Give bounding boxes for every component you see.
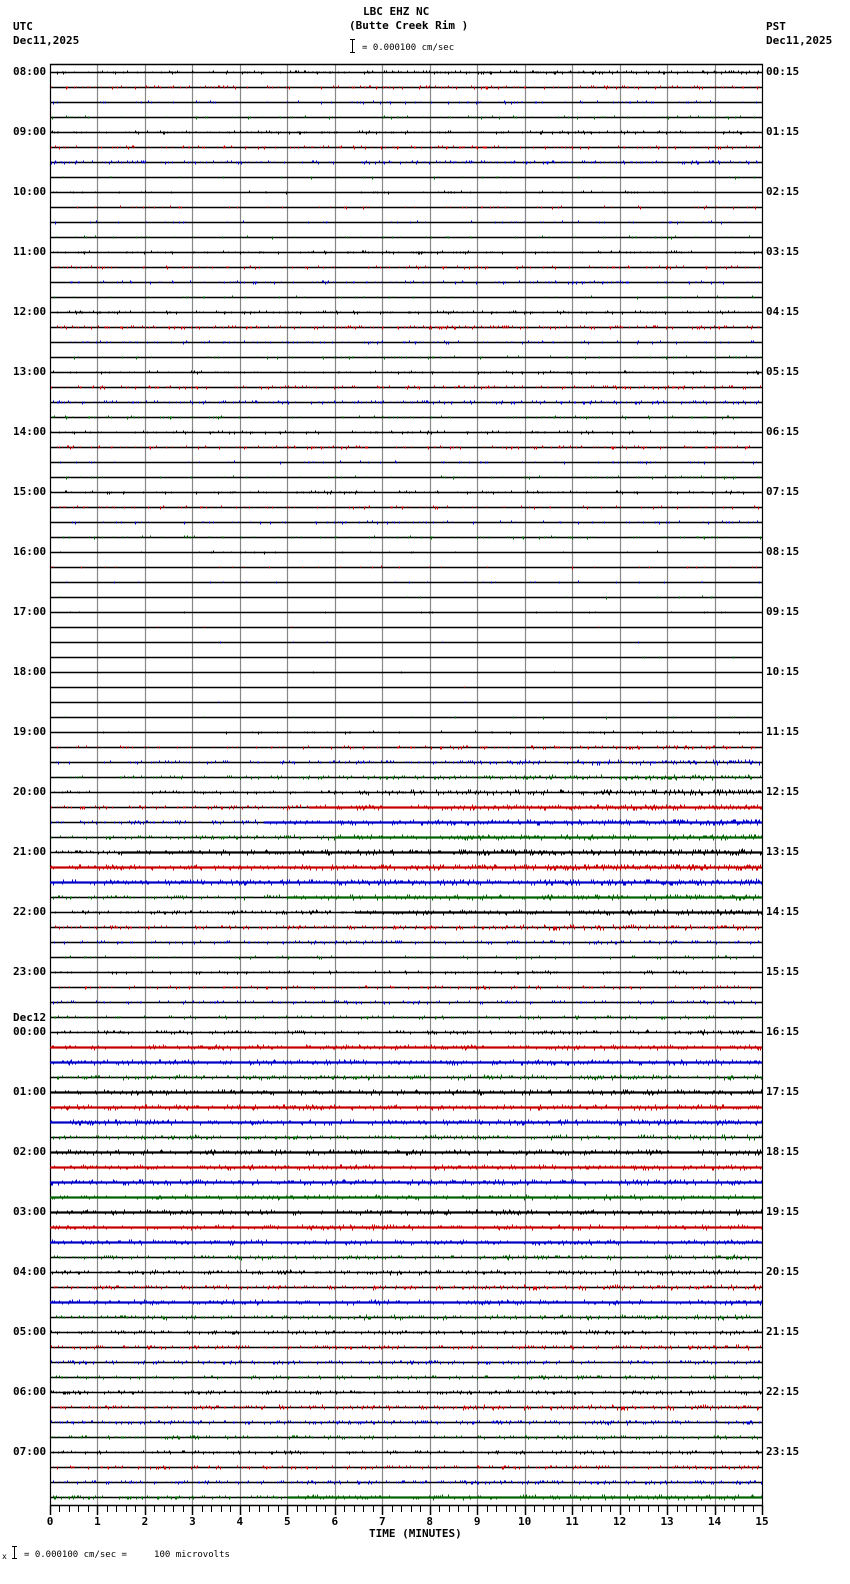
trace-line — [50, 521, 762, 525]
pst-hour-label: 18:15 — [766, 1145, 800, 1158]
trace-line — [50, 236, 762, 240]
trace-line — [50, 446, 762, 450]
trace-line — [50, 177, 762, 180]
trace-line — [50, 1390, 762, 1396]
utc-hour-label: 12:00 — [13, 305, 47, 318]
trace-line — [50, 551, 762, 555]
trace-line — [50, 371, 762, 375]
trace-line — [50, 401, 762, 405]
trace-line — [50, 1421, 762, 1426]
pst-hour-label: 01:15 — [766, 125, 800, 138]
x-tick-label: 11 — [565, 1515, 579, 1528]
pst-hour-label: 03:15 — [766, 245, 800, 258]
trace-line — [50, 596, 762, 600]
trace-line — [50, 1195, 762, 1201]
pst-hour-label: 16:15 — [766, 1025, 800, 1038]
pst-hour-label: 15:15 — [766, 965, 800, 978]
utc-hour-label: 23:00 — [13, 965, 47, 978]
pst-hour-label: 21:15 — [766, 1325, 800, 1338]
station-title: LBC EHZ NC — [363, 5, 430, 18]
trace-line — [50, 1270, 762, 1276]
trace-line — [50, 1300, 762, 1306]
utc-hour-label: 08:00 — [13, 65, 47, 78]
x-tick-label: 14 — [707, 1515, 722, 1528]
trace-line — [50, 687, 762, 688]
x-tick-label: 9 — [473, 1515, 481, 1528]
trace-line — [50, 612, 762, 614]
x-tick-label: 8 — [426, 1515, 434, 1528]
x-tick-label: 1 — [94, 1515, 101, 1528]
x-tick-label: 5 — [284, 1515, 291, 1528]
pst-hour-label: 19:15 — [766, 1205, 800, 1218]
trace-line — [50, 86, 762, 90]
trace-line — [50, 1451, 762, 1455]
trace-line — [50, 717, 762, 720]
utc-hour-label: 02:00 — [13, 1145, 47, 1158]
trace-line — [50, 341, 762, 345]
trace-line — [50, 1210, 762, 1216]
trace-line — [50, 461, 762, 465]
trace-line — [50, 1466, 762, 1470]
pst-hour-label: 10:15 — [766, 665, 800, 678]
trace-line — [50, 971, 762, 975]
trace-line — [50, 1120, 762, 1126]
scale-value: = 0.000100 cm/sec — [362, 43, 455, 53]
utc-hour-label: 14:00 — [13, 425, 47, 438]
footer-scale-text: = 0.000100 cm/sec = 100 microvolts — [24, 1550, 230, 1560]
trace-line — [50, 746, 762, 750]
utc-hour-label: 20:00 — [13, 785, 47, 798]
trace-line — [50, 1090, 762, 1096]
utc-hour-label: 13:00 — [13, 365, 47, 378]
trace-line — [50, 266, 762, 270]
pst-hour-label: 04:15 — [766, 305, 800, 318]
trace-line — [50, 146, 762, 150]
utc-hour-label: 11:00 — [13, 245, 47, 258]
trace-line — [50, 1060, 762, 1066]
trace-line — [50, 1376, 762, 1380]
trace-line — [50, 731, 762, 735]
trace-line — [50, 910, 762, 916]
right-date: Dec11,2025 — [766, 34, 833, 47]
trace-line — [50, 581, 762, 584]
trace-line — [50, 1285, 762, 1291]
footer-prefix: x — [2, 1552, 7, 1561]
x-tick-label: 0 — [46, 1515, 54, 1528]
utc-hour-label: 00:00 — [13, 1025, 47, 1038]
pst-hour-label: 23:15 — [766, 1445, 800, 1458]
utc-hour-label: 17:00 — [13, 605, 47, 618]
utc-hour-label: 09:00 — [13, 125, 47, 138]
trace-line — [50, 1030, 762, 1036]
left-date: Dec11,2025 — [13, 34, 80, 47]
trace-line — [50, 702, 762, 703]
trace-line — [50, 326, 762, 330]
trace-line — [50, 221, 762, 225]
pst-hour-label: 14:15 — [766, 905, 800, 918]
trace-line — [50, 805, 762, 811]
pst-hour-label: 22:15 — [766, 1385, 800, 1398]
trace-line — [50, 1436, 762, 1440]
trace-line — [50, 760, 762, 766]
trace-line — [50, 1016, 762, 1020]
x-tick-label: 13 — [660, 1515, 674, 1528]
trace-line — [50, 895, 762, 901]
trace-line — [50, 865, 762, 871]
x-tick-label: 4 — [236, 1515, 244, 1528]
footer-scale-bar-icon — [14, 1546, 15, 1559]
utc-hour-label: 03:00 — [13, 1205, 47, 1218]
utc-hour-label: 07:00 — [13, 1445, 47, 1458]
x-tick-label: 10 — [518, 1515, 532, 1528]
trace-line — [50, 835, 762, 841]
trace-line — [50, 986, 762, 990]
x-tick-label: 7 — [378, 1515, 386, 1528]
trace-line — [50, 1135, 762, 1141]
trace-line — [50, 281, 762, 285]
trace-line — [50, 536, 762, 540]
utc-hour-label: 01:00 — [13, 1085, 47, 1098]
pst-hour-label: 00:15 — [766, 65, 800, 78]
trace-line — [50, 311, 762, 315]
pst-hour-label: 02:15 — [766, 185, 800, 198]
pst-hour-label: 17:15 — [766, 1085, 800, 1098]
trace-line — [50, 1045, 762, 1051]
pst-hour-label: 05:15 — [766, 365, 800, 378]
pst-hour-label: 11:15 — [766, 725, 800, 738]
trace-line — [50, 1150, 762, 1156]
trace-line — [50, 1165, 762, 1171]
utc-hour-label: 04:00 — [13, 1265, 47, 1278]
trace-line — [50, 1075, 762, 1081]
trace-line — [50, 956, 762, 960]
trace-line — [50, 1240, 762, 1246]
trace-line — [50, 925, 762, 931]
utc-hour-label: 16:00 — [13, 545, 47, 558]
trace-line — [50, 627, 762, 628]
trace-line — [50, 820, 762, 826]
trace-line — [50, 71, 762, 75]
pst-hour-label: 09:15 — [766, 605, 800, 618]
trace-line — [50, 476, 762, 480]
trace-line — [50, 790, 762, 796]
pst-hour-label: 12:15 — [766, 785, 800, 798]
trace-line — [50, 1225, 762, 1231]
trace-line — [50, 642, 762, 644]
trace-line — [50, 356, 762, 360]
station-location: (Butte Creek Rim ) — [349, 19, 469, 32]
right-timezone: PST — [766, 20, 786, 33]
utc-hour-label: 21:00 — [13, 845, 47, 858]
trace-line — [50, 775, 762, 781]
trace-line — [50, 1345, 762, 1351]
trace-line — [50, 161, 762, 165]
utc-hour-label: 10:00 — [13, 185, 47, 198]
utc-hour-label: 15:00 — [13, 485, 47, 498]
trace-line — [50, 506, 762, 510]
x-tick-label: 12 — [612, 1515, 627, 1528]
trace-line — [50, 1361, 762, 1365]
utc-hour-label: 18:00 — [13, 665, 47, 678]
trace-line — [50, 386, 762, 390]
trace-line — [50, 416, 762, 420]
utc-hour-label: 19:00 — [13, 725, 47, 738]
pst-hour-label: 07:15 — [766, 485, 800, 498]
trace-line — [50, 431, 762, 435]
trace-line — [50, 672, 762, 674]
pst-hour-label: 20:15 — [766, 1265, 800, 1278]
trace-line — [50, 1255, 762, 1261]
trace-line — [50, 491, 762, 495]
x-tick-label: 2 — [141, 1515, 149, 1528]
x-tick-label: 3 — [189, 1515, 196, 1528]
trace-line — [50, 206, 762, 210]
trace-line — [50, 941, 762, 945]
trace-line — [50, 1180, 762, 1186]
trace-line — [50, 849, 762, 856]
trace-line — [50, 879, 762, 886]
trace-line — [50, 657, 762, 659]
trace-line — [50, 131, 762, 135]
trace-line — [50, 101, 762, 105]
trace-line — [50, 1315, 762, 1321]
utc-hour-label: 06:00 — [13, 1385, 47, 1398]
trace-line — [50, 566, 762, 570]
x-tick-label: 6 — [331, 1515, 339, 1528]
trace-line — [50, 1105, 762, 1111]
trace-line — [50, 191, 762, 195]
trace-line — [50, 1495, 762, 1501]
utc-hour-label: 05:00 — [13, 1325, 47, 1338]
trace-line — [50, 251, 762, 255]
trace-line — [50, 1405, 762, 1411]
date-change-label: Dec12 — [13, 1011, 47, 1024]
pst-hour-label: 06:15 — [766, 425, 800, 438]
trace-line — [50, 296, 762, 300]
utc-hour-label: 22:00 — [13, 905, 47, 918]
x-tick-label: 15 — [755, 1515, 769, 1528]
x-axis-title: TIME (MINUTES) — [369, 1527, 462, 1540]
left-timezone: UTC — [13, 20, 33, 33]
pst-hour-label: 08:15 — [766, 545, 800, 558]
trace-line — [50, 1481, 762, 1485]
pst-hour-label: 13:15 — [766, 845, 800, 858]
trace-line — [50, 1330, 762, 1336]
trace-line — [50, 116, 762, 120]
trace-line — [50, 1001, 762, 1005]
